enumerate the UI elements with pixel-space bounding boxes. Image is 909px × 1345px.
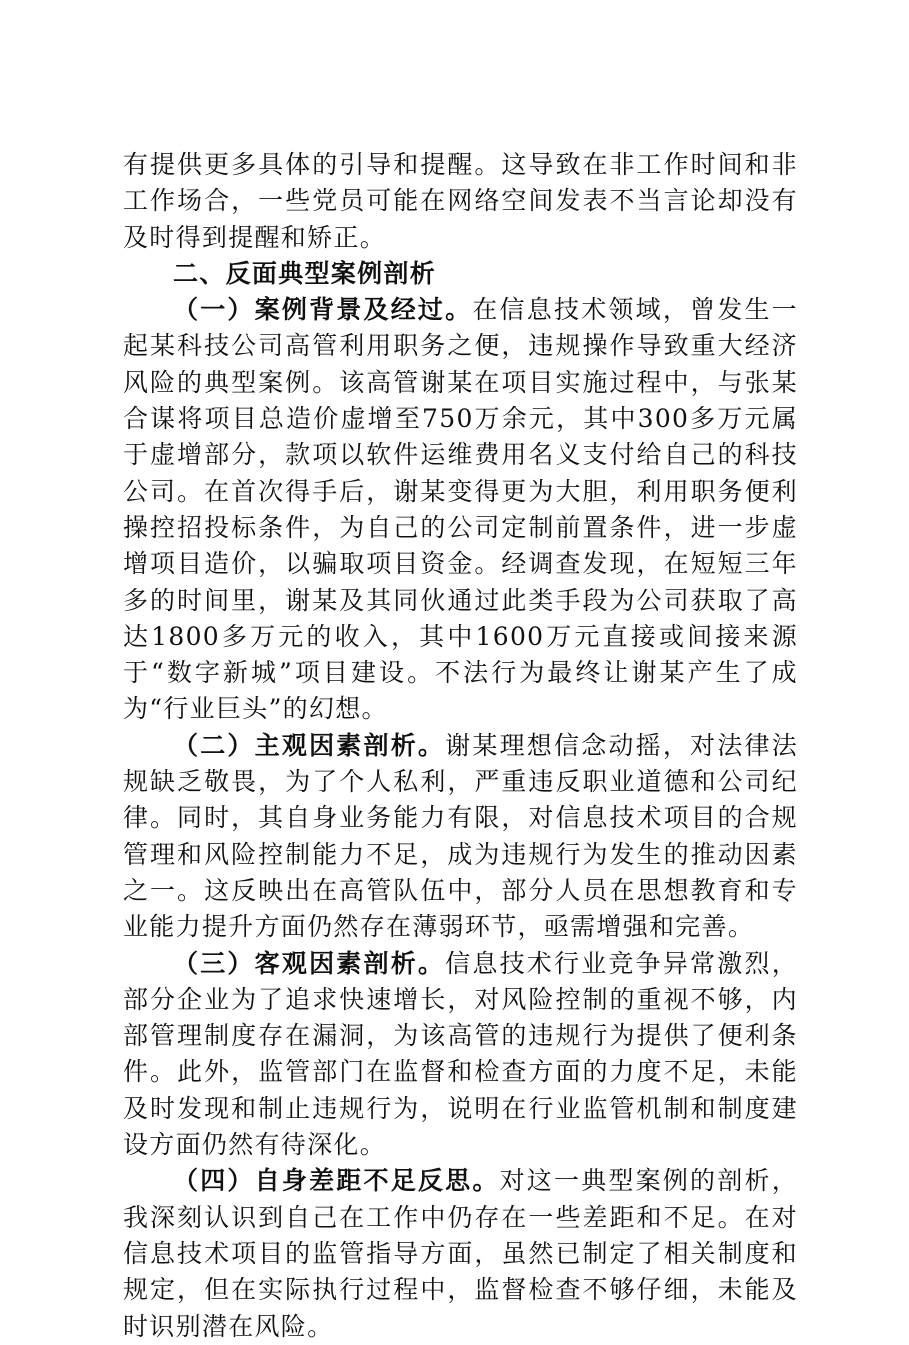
- paragraph-text: 在信息技术领域，曾发生一起某科技公司高管利用职务之便，违规操作导致重大经济风险的典型案例。该高管谢某在项目实施过程中，与张某合谋将项目总造价虚增至750万余元，其中300多万元属于虚增部分，款项以软件运维费用名义支付给自己的科技公司。在首次得手后，谢某变得更为大胆，利用职务便利操控招投标条件，为自己的公司定制前置条件，进一步虚增项目造价，以骗取项目资金。经调查发现，在短短三年多的时间里，谢某及其同伙通过此类手段为公司获取了高达1800多万元的收入，其中1600万元直接或间接来源于“数字新城”项目建设。不法行为最终让谢某产生了成为“行业巨头”的幻想。: [123, 295, 798, 724]
- paragraph-case-background: [123, 292, 798, 728]
- continuation-paragraph: 有提供更多具体的引导和提醒。这导致在非工作时间和非工作场合，一些党员可能在网络空间发表不当言论却没有及时得到提醒和矫正。: [123, 150, 798, 252]
- section-heading: 二、反面典型案例剖析: [173, 258, 437, 288]
- paragraph-self-reflection: [123, 1163, 798, 1344]
- paragraph-subjective-factors: [123, 728, 798, 946]
- document-body: [123, 147, 798, 1345]
- subheading-self-reflection: （四）自身差距不足反思。: [173, 1166, 500, 1196]
- paragraph-text: 信息技术行业竞争异常激烈，部分企业为了追求快速增长，对风险控制的重视不够，内部管理制度存在漏洞，为该高管的违规行为提供了便利条件。此外，监管部门在监督和检查方面的力度不足，未能及时发现和制止违规行为，说明在行业监管机制和制度建设方面仍然有待深化。: [123, 948, 798, 1160]
- subheading-objective-factors: （三）客观因素剖析。: [173, 948, 446, 978]
- subheading-case-background: （一）案例背景及经过。: [173, 295, 473, 325]
- paragraph-objective-factors: [123, 946, 798, 1164]
- paragraph-text: 谢某理想信念动摇，对法律法规缺乏敬畏，为了个人私利，严重违反职业道德和公司纪律。同时，其自身业务能力有限，对信息技术项目的合规管理和风险控制能力不足，成为违规行为发生的推动因素之一。这反映出在高管队伍中，部分人员在思想教育和专业能力提升方面仍然存在薄弱环节，亟需增强和完善。: [123, 730, 798, 942]
- paragraph-text: 对这一典型案例的剖析，我深刻认识到自己在工作中仍存在一些差距和不足。在对信息技术项目的监管指导方面，虽然已制定了相关制度和规定，但在实际执行过程中，监督检查不够仔细，未能及时识别潜在风险。: [123, 1166, 798, 1341]
- subheading-subjective-factors: （二）主观因素剖析。: [173, 730, 446, 760]
